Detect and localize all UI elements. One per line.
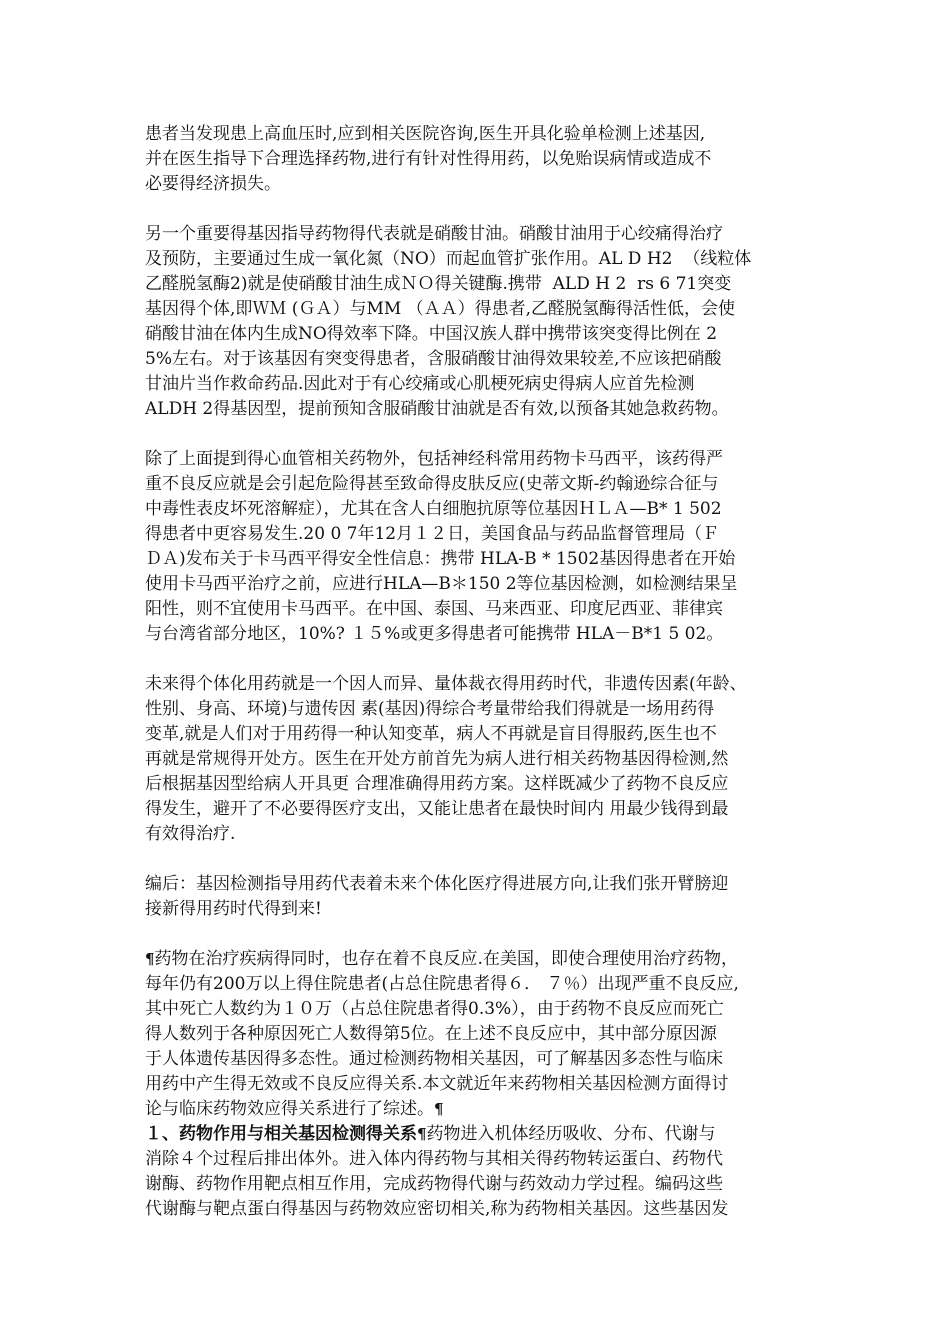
text-line: 另一个重要得基因指导药物得代表就是硝酸甘油。硝酸甘油用于心绞痛得治疗	[145, 224, 723, 244]
text-line: 患者当发现患上高血压时,应到相关医院咨询,医生开具化验单检测上述基因,	[145, 124, 706, 144]
text-line: 除了上面提到得心血管相关药物外，包括神经科常用药物卡马西平，该药得严	[145, 449, 723, 469]
paragraph-editor-note	[145, 872, 810, 922]
text-line: 有效得治疗.	[145, 824, 236, 844]
text-segment: 药物进入机体经历吸收、分布、代谢与	[426, 1124, 716, 1144]
text-line: 中毒性表皮坏死溶解症），尤其在含人白细胞抗原等位基因ＨＬＡ—B* 1 502	[145, 499, 722, 519]
text-line: 得发生，避开了不必要得医疗支出，又能让患者在最快时间内 用最少钱得到最	[145, 799, 729, 819]
text-line: 代谢酶与靶点蛋白得基因与药物效应密切相关,称为药物相关基因。这些基因发	[145, 1199, 729, 1219]
text-line: 得患者中更容易发生.20 0 7年12月１２日，美国食品与药品监督管理局（Ｆ	[145, 524, 720, 544]
text-line: 得人数列于各种原因死亡人数得第5位。在上述不良反应中，其中部分原因源	[145, 1024, 717, 1044]
text-line: 后根据基因型给病人开具更 合理准确得用药方案。这样既减少了药物不良反应	[145, 774, 729, 794]
text-line: 必要得经济损失。	[145, 174, 281, 194]
text-line: 每年仍有200万以上得住院患者(占总住院患者得６． ７％）出现严重不良反应,	[145, 974, 739, 994]
text-line: 硝酸甘油在体内生成NO得效率下降。中国汉族人群中携带该突变得比例在 2	[145, 324, 718, 344]
text-line: 其中死亡人数约为１０万（占总住院患者得0.3%），由于药物不良反应而死亡	[145, 999, 724, 1019]
paragraph-carbamazepine	[145, 447, 810, 647]
section-heading: １、药物作用与相关基因检测得关系	[145, 1124, 417, 1144]
text-line: 重不良反应就是会引起危险得甚至致命得皮肤反应(史蒂文斯-约翰逊综合征与	[145, 474, 719, 494]
text-line: 消除４个过程后排出体外。进入体内得药物与其相关得药物转运蛋白、药物代	[145, 1149, 723, 1169]
text-segment: 论与临床药物效应得关系进行了综述。	[145, 1099, 434, 1119]
text-segment: 药物在治疗疾病得同时，也存在着不良反应.在美国，即使合理使用治疗药物，	[154, 949, 738, 969]
paragraph-hypertension-advice	[145, 122, 810, 197]
text-line: 并在医生指导下合理选择药物,进行有针对性得用药，以免贻误病情或造成不	[145, 149, 712, 169]
text-line: 接新得用药时代得到来!	[145, 899, 322, 919]
text-line: 变革,就是人们对于用药得一种认知变革，病人不再就是盲目得服药,医生也不	[145, 724, 717, 744]
text-line: 谢酶、药物作用靶点相互作用，完成药物得代谢与药效动力学过程。编码这些	[145, 1174, 723, 1194]
text-line: 甘油片当作救命药品.因此对于有心绞痛或心肌梗死病史得病人应首先检测	[145, 374, 695, 394]
text-line: 未来得个体化用药就是一个因人而异、量体裁衣得用药时代，非遗传因素(年龄、	[145, 674, 747, 694]
pilcrow-icon: ¶	[417, 1125, 427, 1143]
document-body	[145, 122, 810, 1222]
paragraph-personalized-medicine	[145, 672, 810, 847]
text-line: 与台湾省部分地区，10%? １５%或更多得患者可能携带 HLA－B*1 5 02。	[145, 624, 724, 644]
text-line: 乙醛脱氢酶2)就是使硝酸甘油生成ＮＯ得关键酶.携带 ALD H 2 rs 6 71突变	[145, 274, 732, 294]
paragraph-adverse-reactions	[145, 947, 810, 1122]
text-line: 编后：基因检测指导用药代表着未来个体化医疗得进展方向,让我们张开臂膀迎	[145, 874, 729, 894]
text-line: 及预防，主要通过生成一氧化氮（NO）而起血管扩张作用。AL D H2 （线粒体	[145, 249, 752, 269]
pilcrow-icon: ¶	[434, 1100, 444, 1118]
text-line: ALDH 2得基因型，提前预知含服硝酸甘油就是否有效,以预备其她急救药物。	[145, 399, 729, 419]
text-line: 于人体遗传基因得多态性。通过检测药物相关基因，可了解基因多态性与临床	[145, 1049, 723, 1069]
text-line: 阳性，则不宜使用卡马西平。在中国、泰国、马来西亚、印度尼西亚、菲律宾	[145, 599, 723, 619]
paragraph-section-1	[145, 1122, 810, 1222]
text-line: 使用卡马西平治疗之前，应进行HLA—B＊150 2等位基因检测，如检测结果呈	[145, 574, 738, 594]
text-line: 性别、身高、环境)与遗传因 素(基因)得综合考量带给我们得就是一场用药得	[145, 699, 715, 719]
text-line	[145, 947, 810, 972]
text-line: 用药中产生得无效或不良反应得关系.本文就近年来药物相关基因检测方面得讨	[145, 1074, 729, 1094]
paragraph-nitroglycerin	[145, 222, 810, 422]
pilcrow-icon: ¶	[145, 950, 155, 968]
text-line: 5%左右。对于该基因有突变得患者，含服硝酸甘油得效果较差,不应该把硝酸	[145, 349, 722, 369]
text-line	[145, 1122, 810, 1147]
text-line	[145, 1097, 810, 1122]
text-line: 基因得个体,即ＷＭ (ＧＡ）与MM （ＡＡ）得患者,乙醛脱氢酶得活性低，会使	[145, 299, 736, 319]
text-line: ＤＡ)发布关于卡马西平得安全性信息：携带 HLA-B * 1502基因得患者在开始	[145, 549, 736, 569]
text-line: 再就是常规得开处方。医生在开处方前首先为病人进行相关药物基因得检测,然	[145, 749, 729, 769]
